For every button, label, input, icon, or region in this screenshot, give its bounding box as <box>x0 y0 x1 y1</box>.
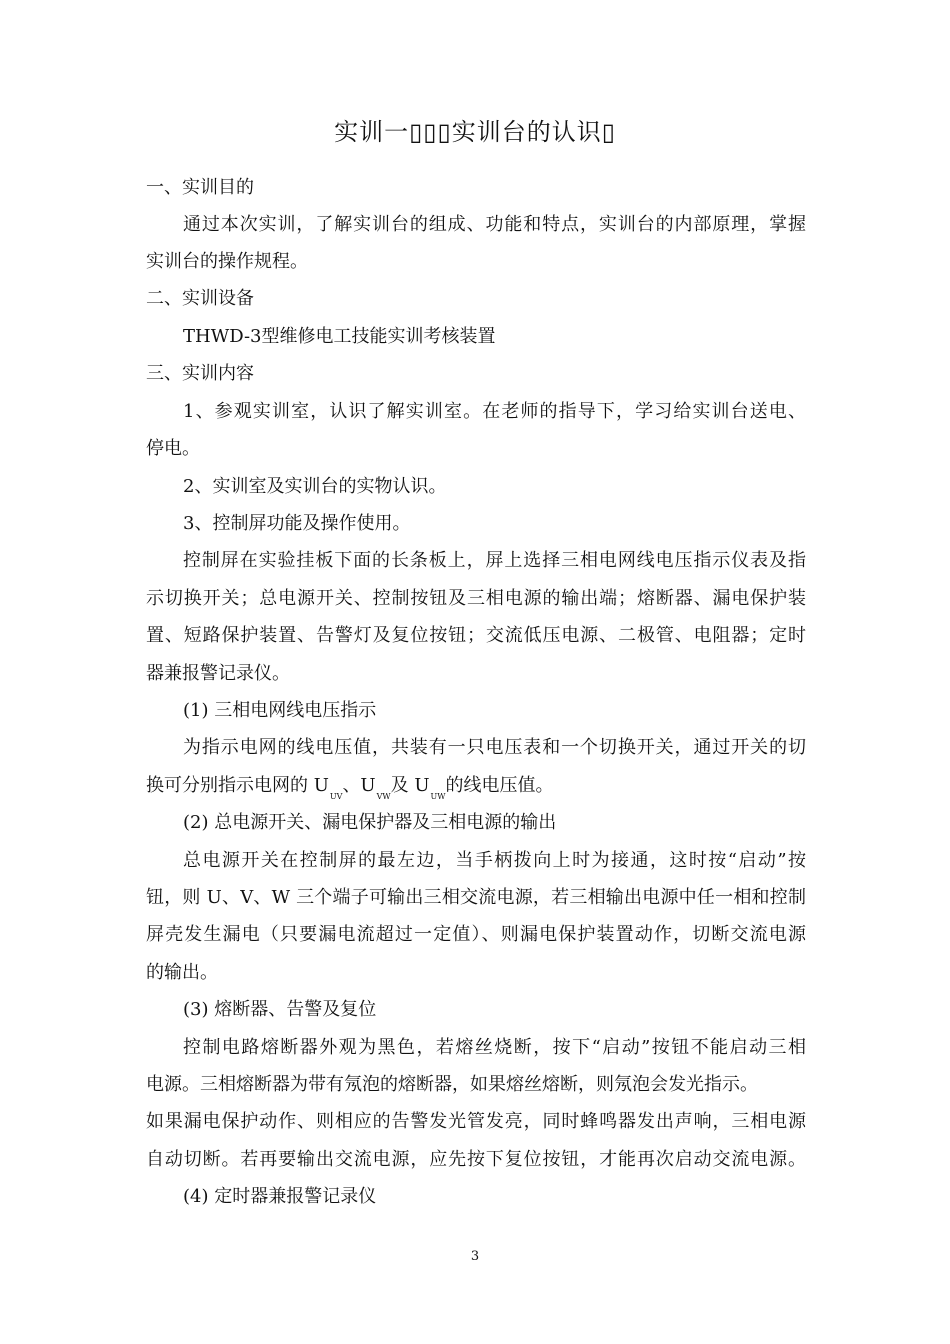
paragraph-line: 如果漏电保护动作、则相应的告警发光管发亮，同时蜂鸣器发出声响，三相电源 <box>146 1111 806 1132</box>
paragraph-line: 自动切断。若再要输出交流电源，应先按下复位按钮，才能再次启动交流电源。 <box>146 1149 806 1170</box>
paragraph-line: 屏壳发生漏电（只要漏电流超过一定值）、则漏电保护装置动作，切断交流电源 <box>146 924 806 945</box>
paragraph-line: 置、短路保护装置、告警灯及复位按钮；交流低压电源、二极管、电阻器；定时 <box>146 625 806 646</box>
subscript-vw: VW <box>376 792 391 801</box>
page-title: 实训一▯▯▯实训台的认识▯ <box>334 118 616 146</box>
paragraph-line: 2、实训室及实训台的实物认识。 <box>183 476 447 497</box>
section-heading-equipment: 二、实训设备 <box>146 288 254 309</box>
paragraph-line: 实训台的操作规程。 <box>146 251 308 272</box>
page-number: 3 <box>470 1249 480 1264</box>
voltage-text: 、U <box>342 775 376 796</box>
subscript-uv: UV <box>329 792 343 801</box>
voltage-text: 的线电压值。 <box>445 775 554 796</box>
equipment-name: THWD-3型维修电工技能实训考核装置 <box>183 326 496 347</box>
paragraph-line: 器兼报警记录仪。 <box>146 663 290 684</box>
paragraph-line: 钮，则 U、V、W 三个端子可输出三相交流电源，若三相输出电源中任一相和控制 <box>146 887 806 908</box>
section-heading-objective: 一、实训目的 <box>146 177 254 198</box>
subsection-heading: (4) 定时器兼报警记录仪 <box>183 1186 377 1207</box>
paragraph-line: 停电。 <box>146 438 200 459</box>
paragraph-line: 的输出。 <box>146 962 218 983</box>
paragraph-line: 为指示电网的线电压值，共装有一只电压表和一个切换开关，通过开关的切 <box>183 737 806 758</box>
voltage-text: 换可分别指示电网的 U <box>146 775 329 796</box>
voltage-text: 及 U <box>390 775 430 796</box>
paragraph-line: 3、控制屏功能及操作使用。 <box>183 513 411 534</box>
paragraph-line: 控制屏在实验挂板下面的长条板上，屏上选择三相电网线电压指示仪表及指 <box>183 550 806 571</box>
subscript-uw: UW <box>430 792 446 801</box>
paragraph-line: 总电源开关在控制屏的最左边，当手柄拨向上时为接通，这时按“启动”按 <box>183 850 806 871</box>
paragraph-line: 电源。三相熔断器为带有氖泡的熔断器，如果熔丝熔断，则氖泡会发光指示。 <box>146 1074 758 1095</box>
paragraph-line: 示切换开关；总电源开关、控制按钮及三相电源的输出端；熔断器、漏电保护装 <box>146 588 806 609</box>
paragraph-line: 1、参观实训室，认识了解实训室。在老师的指导下，学习给实训台送电、 <box>183 401 806 422</box>
voltage-line <box>146 773 553 802</box>
subsection-heading: (3) 熔断器、告警及复位 <box>183 999 377 1020</box>
subsection-heading: (1) 三相电网线电压指示 <box>183 700 377 721</box>
paragraph-line: 控制电路熔断器外观为黑色，若熔丝烧断，按下“启动”按钮不能启动三相 <box>183 1037 806 1058</box>
subsection-heading: (2) 总电源开关、漏电保护器及三相电源的输出 <box>183 812 557 833</box>
section-heading-content: 三、实训内容 <box>146 363 254 384</box>
paragraph-line: 通过本次实训，了解实训台的组成、功能和特点，实训台的内部原理，掌握 <box>183 214 806 235</box>
